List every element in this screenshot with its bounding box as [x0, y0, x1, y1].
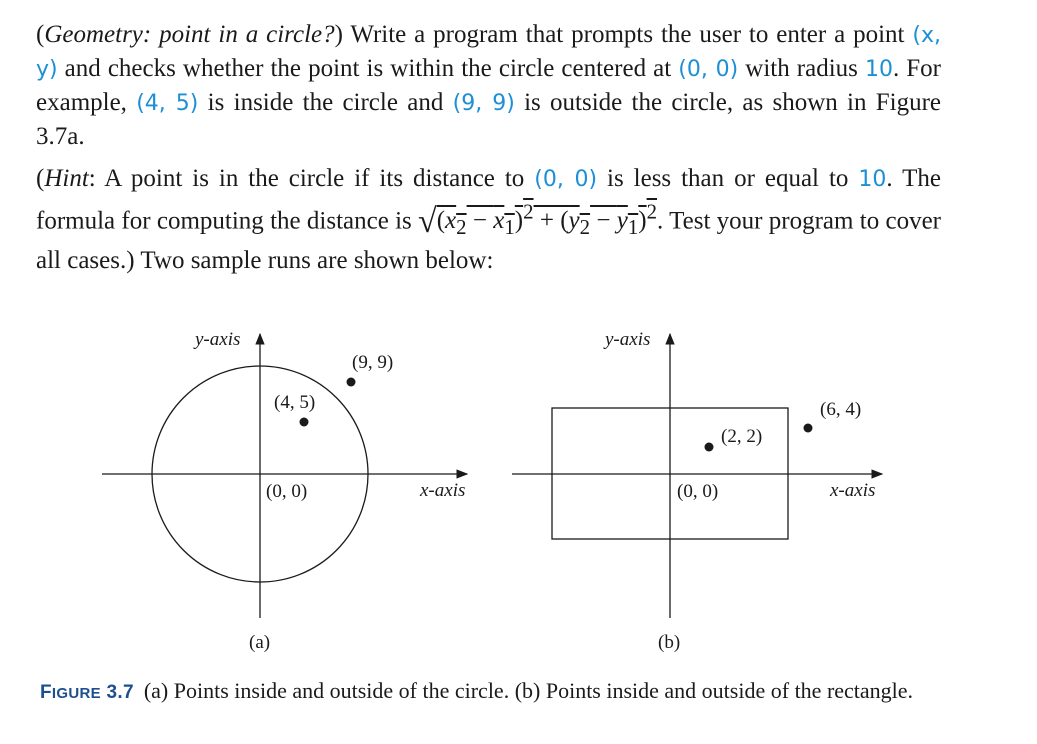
point-outside-b	[804, 424, 813, 433]
panel-a	[102, 329, 467, 653]
sublabel-b: (b)	[658, 632, 681, 653]
figure-caption	[40, 676, 940, 708]
point-inside-a	[300, 418, 309, 427]
exercise-paragraph-1: (Geometry: point in a circle?) Write a program that prompts the user to enter a point (x, y) and checks whether the point is within the circle centered at (0, 0) with radius 10. For example, (4, 5) is inside the circle and (9, 9) is outside the circle, as shown in Figure 3.7a.	[36, 21, 942, 150]
caption-label: FIGURE 3.7	[40, 682, 134, 703]
point-outside-label-a: (9, 9)	[352, 352, 394, 373]
caption-text: (a) Points inside and outside of the circle. (b) Points inside and outside of the rectangle.	[143, 678, 914, 703]
code-xy: (x, y)	[36, 23, 941, 82]
sublabel-a: (a)	[249, 632, 271, 653]
point-outside-a	[347, 378, 356, 387]
y-axis-label-b: y-axis	[605, 329, 651, 350]
x-axis-label-a: x-axis	[420, 480, 466, 501]
hint-label: Hint	[44, 165, 89, 192]
code-point-inside: (4, 5)	[136, 91, 199, 116]
code-point-outside: (9, 9)	[452, 91, 515, 116]
x-axis-label-b: x-axis	[830, 480, 876, 501]
code-origin-2: (0, 0)	[534, 167, 598, 192]
y-axis-label-a: y-axis	[195, 329, 241, 350]
point-inside-label-b: (2, 2)	[721, 426, 763, 447]
exercise-paragraph-2: (Hint: A point is in the circle if its distance to (0, 0) is less than or equal to 10. The formula for computing the distance is $√(x_2 - x_1)^2 + (y_2 - y_1)^2$. Test your program to cover all cases.) Two sample runs are shown below:	[36, 165, 941, 275]
point-outside-label-b: (6, 4)	[820, 399, 862, 420]
code-radius: 10	[864, 57, 893, 82]
point-inside-b	[705, 443, 714, 452]
point-inside-label-a: (4, 5)	[274, 392, 316, 413]
origin-label-b: (0, 0)	[677, 481, 719, 502]
distance-formula: $√(x_2 - x_1)^2 + (y_2 - y_1)^2$	[418, 200, 658, 241]
code-radius-2: 10	[858, 167, 887, 192]
code-origin: (0, 0)	[678, 57, 739, 82]
exercise-title: Geometry: point in a circle?	[44, 21, 335, 48]
panel-b	[512, 329, 882, 653]
origin-label-a: (0, 0)	[266, 481, 308, 502]
figure-3-7	[0, 300, 1037, 660]
